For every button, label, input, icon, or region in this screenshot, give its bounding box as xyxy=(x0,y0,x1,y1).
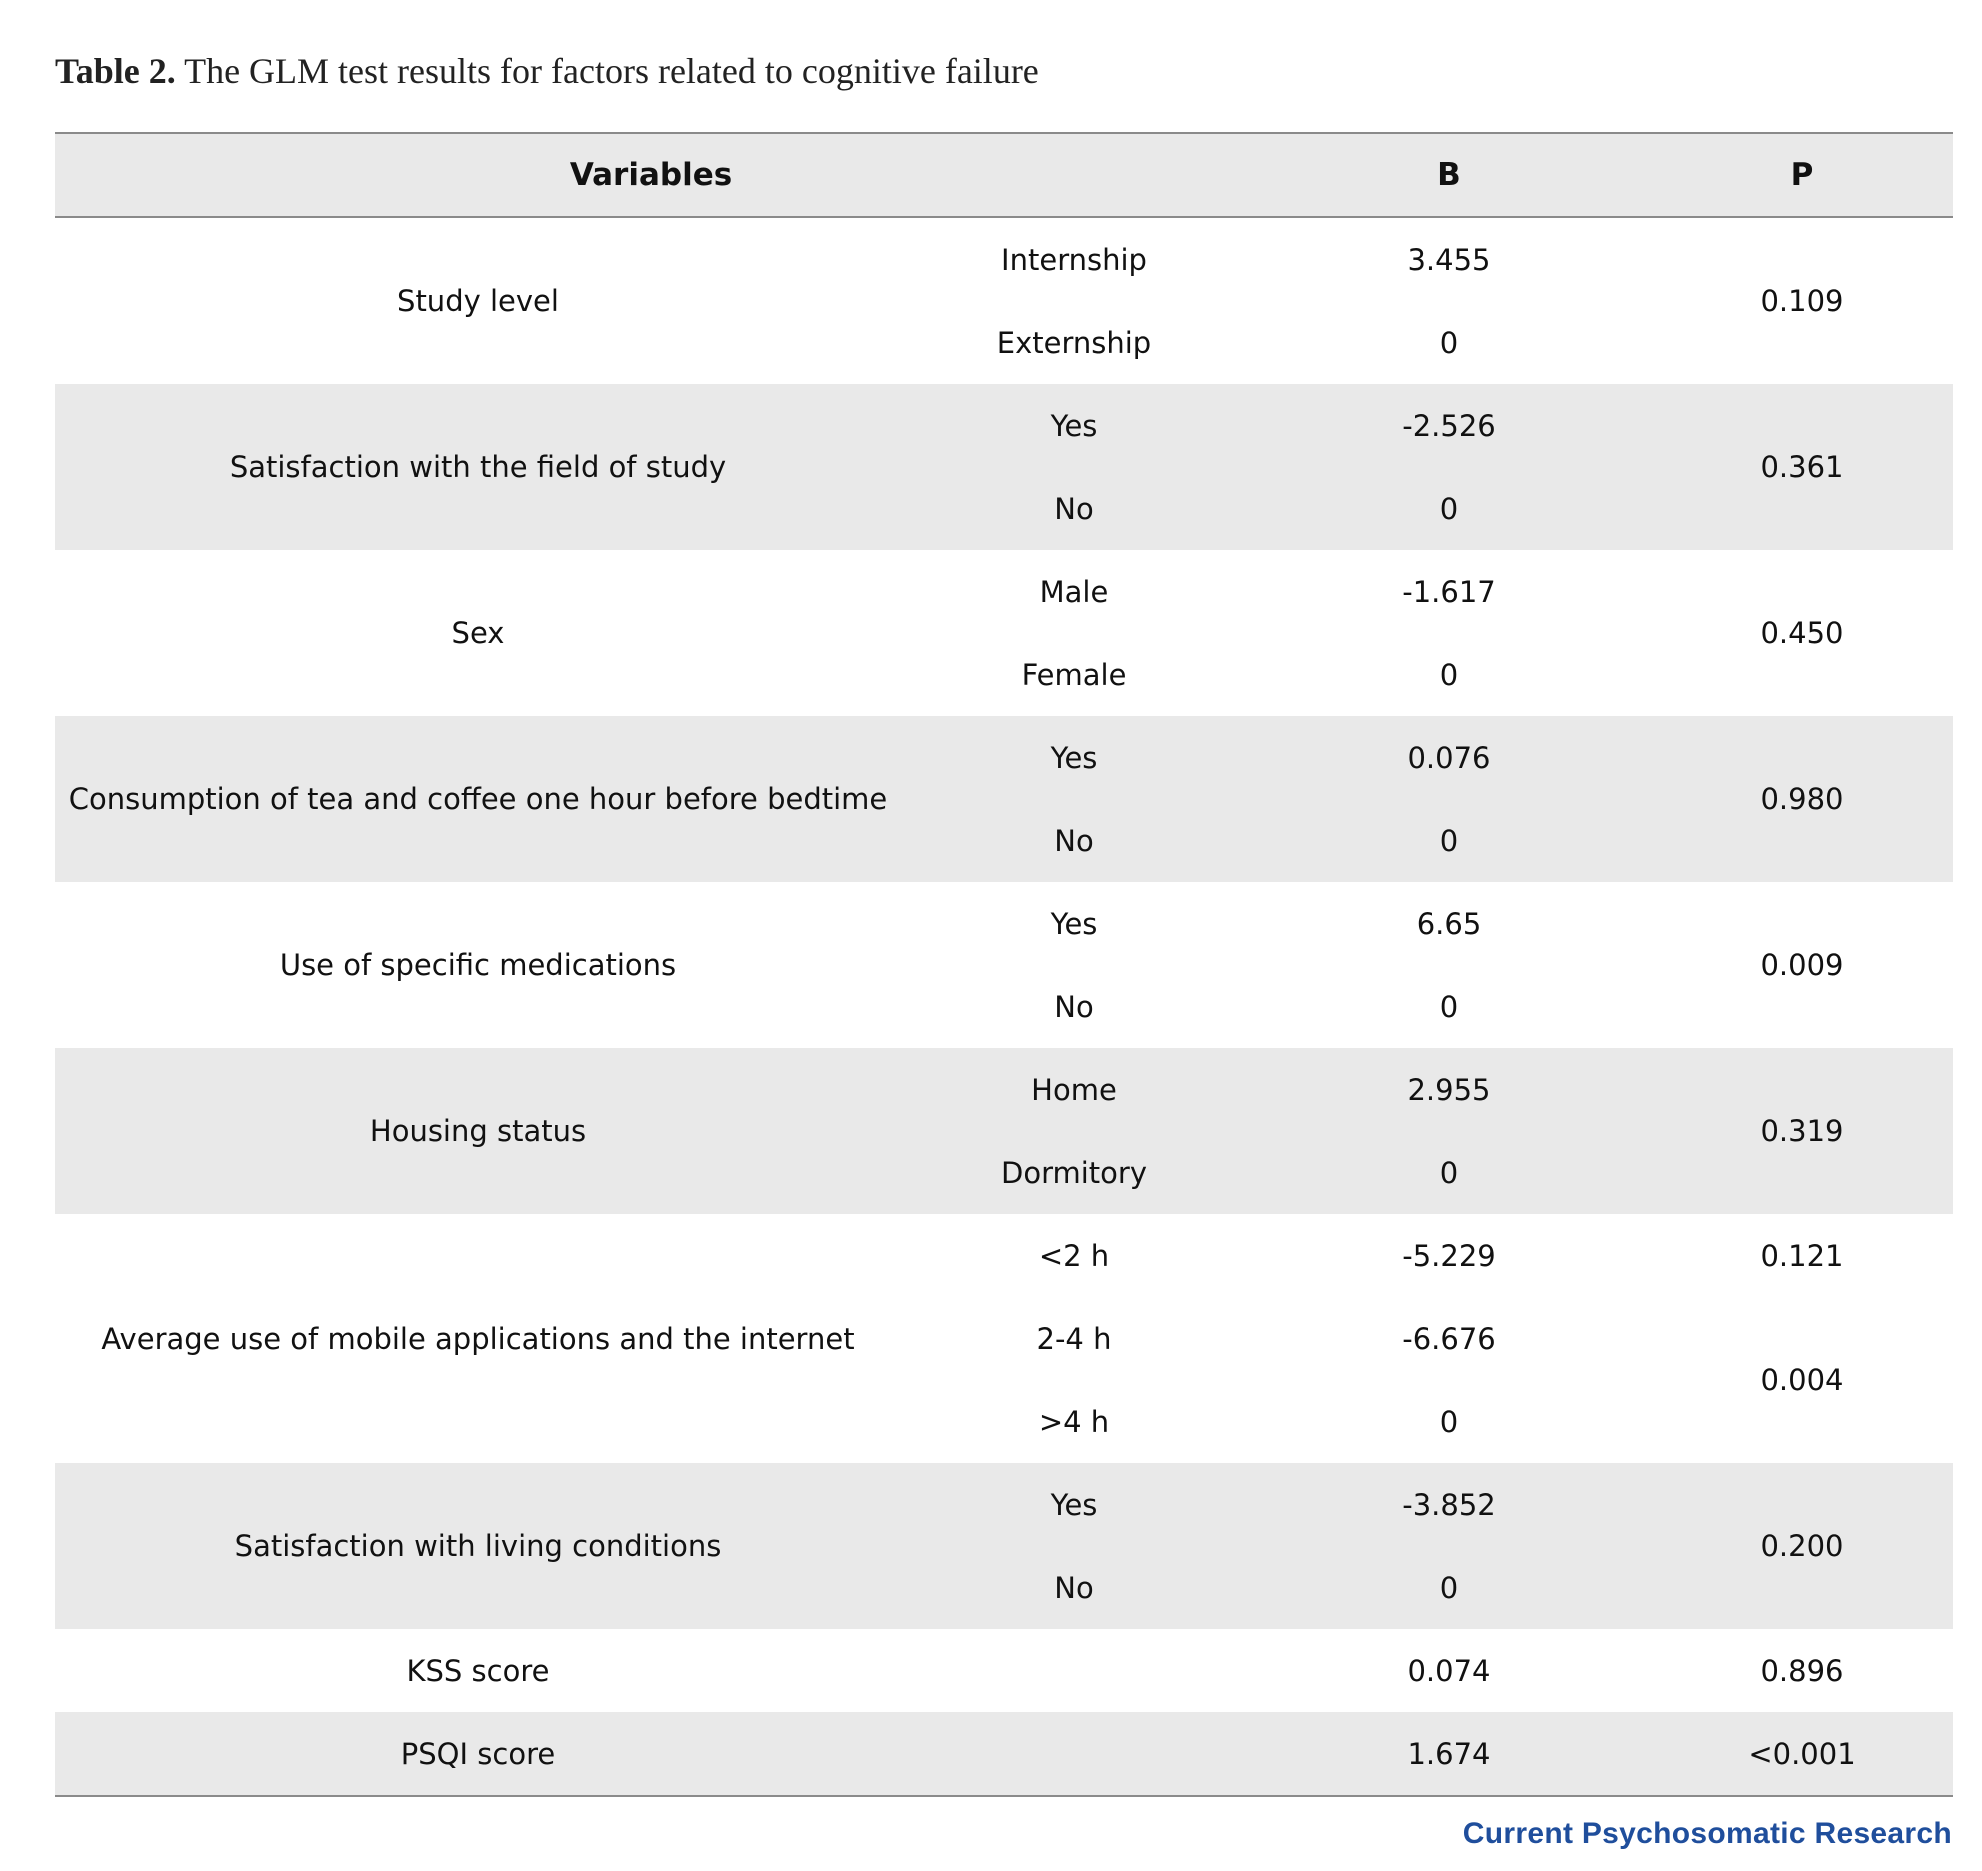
level-cell: Dormitory xyxy=(901,1131,1247,1214)
level-cell: Externship xyxy=(996,325,1152,360)
table-row xyxy=(55,1712,1953,1796)
b-cell: -6.676 xyxy=(1402,1321,1496,1356)
p-cell: 0.121 xyxy=(1760,1238,1844,1273)
table-caption xyxy=(55,50,1039,92)
level-cell: Home xyxy=(901,1048,1247,1131)
header-p: P xyxy=(1651,133,1953,217)
b-cell: -2.526 xyxy=(1247,384,1651,467)
variable-cell: Consumption of tea and coffee one hour before bedtime xyxy=(55,716,901,882)
group-satisfaction-field xyxy=(55,384,1953,550)
table-row xyxy=(55,384,1953,467)
b-cell: 0 xyxy=(1439,989,1459,1024)
b-cell: 0 xyxy=(1247,799,1651,882)
p-cell: 0.896 xyxy=(1760,1653,1844,1688)
header-b: B xyxy=(1247,133,1651,217)
group-sex xyxy=(55,550,1953,716)
variable-cell: Sex xyxy=(451,616,505,650)
table-title: The GLM test results for factors related to cognitive failure xyxy=(184,51,1039,91)
b-cell: 0 xyxy=(1247,467,1651,550)
table-row xyxy=(55,1463,1953,1546)
variable-cell: PSQI score xyxy=(55,1712,901,1796)
b-cell: 3.455 xyxy=(1407,242,1491,277)
table-row xyxy=(55,1629,1953,1712)
p-cell: 0.009 xyxy=(1760,948,1844,982)
level-cell: No xyxy=(901,799,1247,882)
p-cell: 0.361 xyxy=(1651,384,1953,550)
b-cell: -5.229 xyxy=(1402,1238,1496,1273)
group-psqi xyxy=(55,1712,1953,1796)
variable-cell: Use of specific medications xyxy=(279,948,677,982)
table-row xyxy=(55,1214,1953,1297)
variable-cell: Satisfaction with living conditions xyxy=(55,1463,901,1629)
level-cell: Yes xyxy=(901,716,1247,799)
group-tea-coffee xyxy=(55,716,1953,882)
table-row xyxy=(55,882,1953,965)
b-cell: 0.074 xyxy=(1407,1653,1491,1688)
level-cell xyxy=(901,1712,1247,1796)
level-cell: Yes xyxy=(901,384,1247,467)
level-cell: No xyxy=(1054,989,1094,1024)
level-cell: >4 h xyxy=(1038,1404,1110,1439)
level-cell: Female xyxy=(1021,657,1127,692)
p-cell: 0.004 xyxy=(1760,1363,1844,1397)
b-cell: -3.852 xyxy=(1247,1463,1651,1546)
table-header xyxy=(55,133,1953,217)
b-cell: 6.65 xyxy=(1416,906,1482,941)
table-row xyxy=(55,550,1953,633)
variable-cell: Study level xyxy=(397,284,559,318)
b-cell: 1.674 xyxy=(1247,1712,1651,1796)
journal-logo: Current Psychosomatic Research xyxy=(1462,1817,1952,1850)
group-medications xyxy=(55,882,1953,1048)
glm-results-table xyxy=(55,132,1953,1797)
level-cell: Yes xyxy=(901,1463,1247,1546)
p-cell: 0.109 xyxy=(1760,284,1844,318)
level-cell: No xyxy=(901,467,1247,550)
b-cell: 0.076 xyxy=(1247,716,1651,799)
group-mobile-internet xyxy=(55,1214,1953,1463)
group-living-conditions xyxy=(55,1463,1953,1629)
p-cell: 0.450 xyxy=(1760,616,1844,650)
table-row xyxy=(55,1048,1953,1131)
level-cell: <2 h xyxy=(1038,1238,1110,1273)
b-cell: 2.955 xyxy=(1247,1048,1651,1131)
table-row xyxy=(55,217,1953,301)
b-cell: 0 xyxy=(1247,1546,1651,1629)
p-cell: 0.980 xyxy=(1651,716,1953,882)
level-cell: Internship xyxy=(1001,242,1147,277)
b-cell: 0 xyxy=(1439,657,1459,692)
table-row xyxy=(55,716,1953,799)
variable-cell: Satisfaction with the field of study xyxy=(55,384,901,550)
table-label: Table 2. xyxy=(55,51,176,91)
group-study-level xyxy=(55,217,1953,384)
group-kss xyxy=(55,1629,1953,1712)
p-cell: 0.200 xyxy=(1651,1463,1953,1629)
variable-cell: Housing status xyxy=(55,1048,901,1214)
level-cell xyxy=(901,1629,1247,1712)
b-cell: 0 xyxy=(1439,325,1459,360)
p-cell: 0.319 xyxy=(1651,1048,1953,1214)
p-cell: <0.001 xyxy=(1651,1712,1953,1796)
group-housing xyxy=(55,1048,1953,1214)
header-variables: Variables xyxy=(55,133,1247,217)
variable-cell: KSS score xyxy=(406,1653,550,1688)
b-cell: 0 xyxy=(1247,1131,1651,1214)
variable-cell: Average use of mobile applications and the internet xyxy=(101,1321,855,1356)
b-cell: -1.617 xyxy=(1402,574,1496,609)
level-cell: No xyxy=(901,1546,1247,1629)
b-cell: 0 xyxy=(1439,1404,1459,1439)
level-cell: Male xyxy=(1039,574,1109,609)
level-cell: 2-4 h xyxy=(1036,1321,1112,1356)
level-cell: Yes xyxy=(1050,906,1098,941)
